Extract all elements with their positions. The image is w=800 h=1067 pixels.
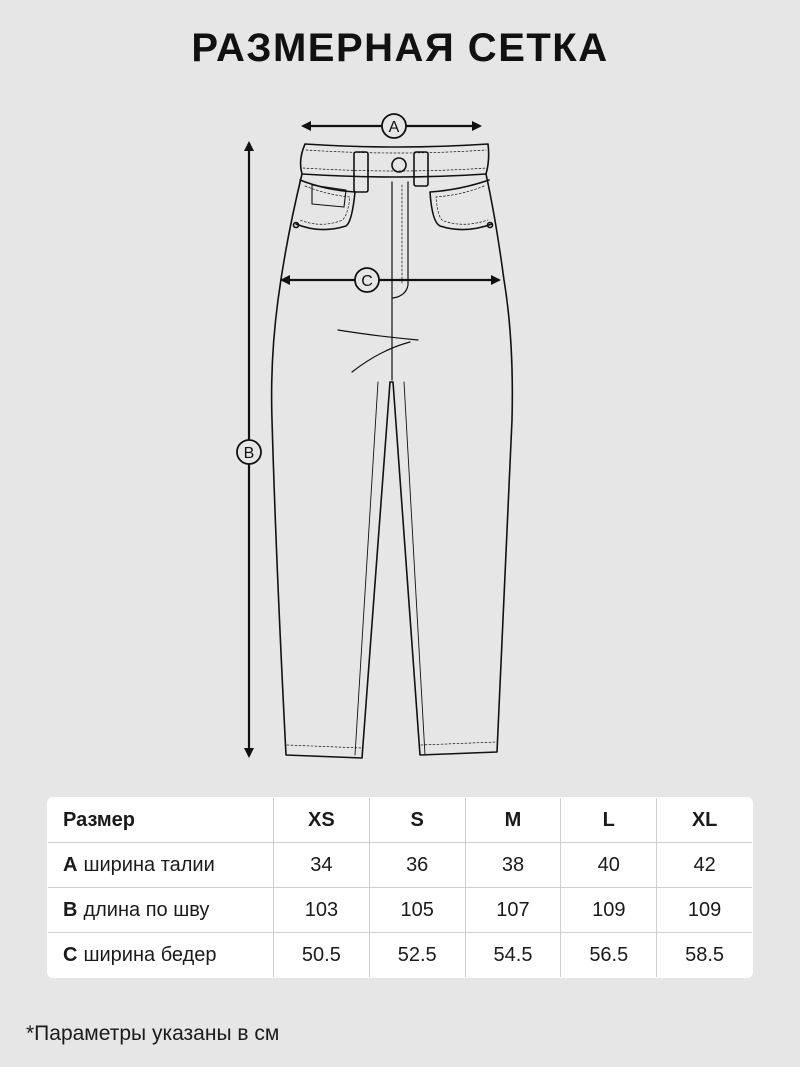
table-cell: 107 bbox=[465, 888, 561, 933]
table-cell: 40 bbox=[561, 843, 657, 888]
size-header: L bbox=[561, 798, 657, 843]
table-cell: 34 bbox=[274, 843, 370, 888]
size-header: XS bbox=[274, 798, 370, 843]
footnote: *Параметры указаны в см bbox=[26, 1022, 280, 1045]
table-cell: 52.5 bbox=[369, 933, 465, 978]
table-cell: 109 bbox=[657, 888, 753, 933]
table-cell: 36 bbox=[369, 843, 465, 888]
table-row bbox=[48, 843, 753, 888]
table-cell: 42 bbox=[657, 843, 753, 888]
marker-a-label: A bbox=[388, 119, 400, 136]
row-name: ширина талии bbox=[83, 853, 215, 876]
row-letter: C bbox=[63, 943, 78, 966]
marker-b-label: B bbox=[243, 445, 255, 462]
size-header: M bbox=[465, 798, 561, 843]
table-cell: 109 bbox=[561, 888, 657, 933]
row-label bbox=[48, 888, 274, 933]
table-header-row bbox=[48, 798, 753, 843]
size-table bbox=[47, 797, 753, 978]
page-title: РАЗМЕРНАЯ СЕТКА bbox=[191, 26, 609, 70]
row-label bbox=[48, 843, 274, 888]
table-cell: 58.5 bbox=[657, 933, 753, 978]
table-cell: 38 bbox=[465, 843, 561, 888]
jeans-outline bbox=[272, 144, 513, 758]
size-header: XL bbox=[657, 798, 753, 843]
row-letter: A bbox=[63, 853, 78, 876]
row-name: длина по шву bbox=[83, 898, 210, 921]
row-letter: B bbox=[63, 898, 78, 921]
table-cell: 50.5 bbox=[274, 933, 370, 978]
marker-c-label: C bbox=[361, 273, 373, 290]
table-row bbox=[48, 888, 753, 933]
table-cell: 105 bbox=[369, 888, 465, 933]
size-header: S bbox=[369, 798, 465, 843]
table-cell: 103 bbox=[274, 888, 370, 933]
header-label: Размер bbox=[48, 798, 274, 843]
row-label bbox=[48, 933, 274, 978]
table-row bbox=[48, 933, 753, 978]
table-cell: 56.5 bbox=[561, 933, 657, 978]
table-cell: 54.5 bbox=[465, 933, 561, 978]
row-name: ширина бедер bbox=[83, 943, 217, 966]
